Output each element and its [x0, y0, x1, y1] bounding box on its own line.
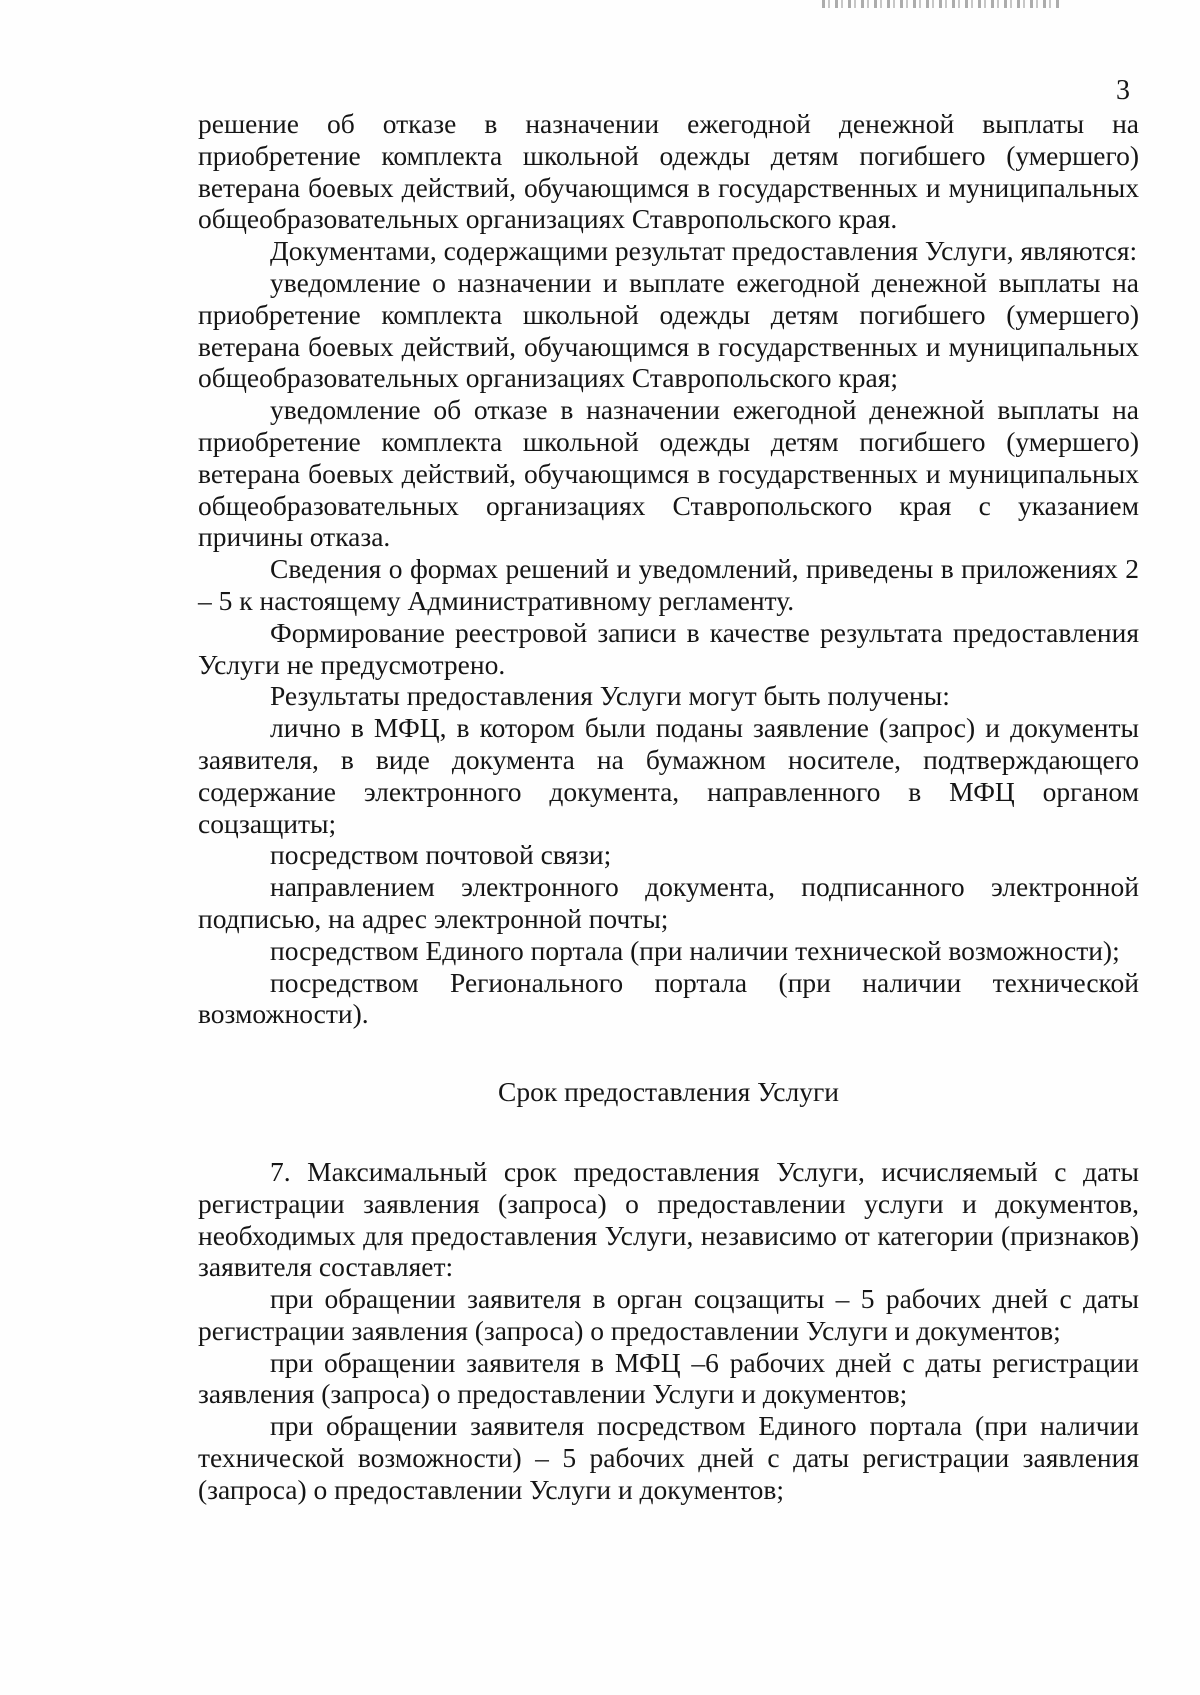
document-body: [198, 108, 1139, 1506]
paragraph-notice-refusal: уведомление об отказе в назначении ежегодной денежной выплаты на приобретение комплекта школьной одежды детям погибшего (умершего) ветерана боевых действий, обучающимся в государственных и муниципальных общеобразовательных организациях Ставропольского края с указанием причины отказа.: [198, 394, 1139, 553]
paragraph-term-mfc: при обращении заявителя в МФЦ –6 рабочих дней с даты регистрации заявления (запроса) о предоставлении Услуги и документов;: [198, 1346, 1139, 1410]
page-number: 3: [1116, 75, 1130, 106]
paragraph-max-term: 7. Максимальный срок предоставления Услуги, исчисляемый с даты регистрации заявления (запроса) о предоставлении услуги и документов, необходимых для предоставления Услуги, независимо от категории (признаков) заявителя составляет:: [198, 1155, 1139, 1283]
scan-artifact-mark: [822, 0, 1062, 8]
paragraph-regional-portal: посредством Регионального портала (при наличии технической возможности).: [198, 966, 1139, 1030]
paragraph-in-person-mfc: лично в МФЦ, в котором были поданы заявление (запрос) и документы заявителя, в виде документа на бумажном носителе, подтверждающего содержание электронного документа, направленного в МФЦ органом соцзащиты;: [198, 712, 1139, 839]
paragraph-results-obtained-intro: Результаты предоставления Услуги могут быть получены:: [270, 680, 950, 712]
paragraph-term-social-protection: при обращении заявителя в орган соцзащиты – 5 рабочих дней с даты регистрации заявления (запроса) о предоставлении Услуги и документов;: [198, 1283, 1139, 1346]
paragraph-registry-record: Формирование реестровой записи в качестве результата предоставления Услуги не предусмотрено.: [198, 616, 1139, 680]
paragraph-unified-portal: посредством Единого портала (при наличии технической возможности);: [270, 934, 1120, 966]
paragraph-forms-appendix: Сведения о формах решений и уведомлений, приведены в приложениях 2 – 5 к настоящему Административному регламенту.: [198, 553, 1139, 616]
paragraph-refusal-decision: решение об отказе в назначении ежегодной денежной выплаты на приобретение комплекта школьной одежды детям погибшего (умершего) ветерана боевых действий, обучающимся в государственных и муниципальных общеобразовательных организациях Ставропольского края.: [198, 108, 1139, 235]
paragraph-by-email: направлением электронного документа, подписанного электронной подписью, на адрес электронной почты;: [198, 871, 1139, 934]
paragraph-by-post: посредством почтовой связи;: [270, 839, 612, 871]
section-heading: Срок предоставления Услуги: [498, 1076, 839, 1108]
paragraph-term-unified-portal: при обращении заявителя посредством Единого портала (при наличии технической возможности) – 5 рабочих дней с даты регистрации заявления (запроса) о предоставлении Услуги и документов;: [198, 1410, 1139, 1505]
paragraph-notice-approval: уведомление о назначении и выплате ежегодной денежной выплаты на приобретение комплекта школьной одежды детям погибшего (умершего) ветерана боевых действий, обучающимся в государственных и муниципальных общеобразовательных организациях Ставропольского края;: [198, 266, 1139, 394]
paragraph-result-documents-intro: Документами, содержащими результат предоставления Услуги, являются:: [270, 235, 1138, 267]
